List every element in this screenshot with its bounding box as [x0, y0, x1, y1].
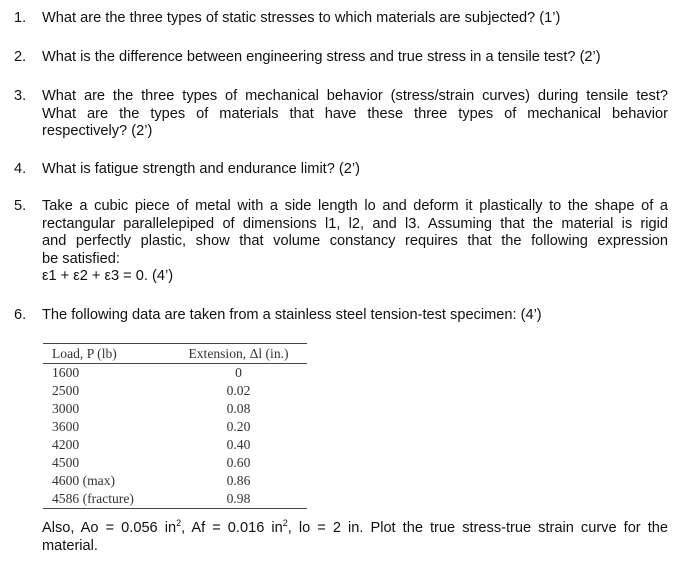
- question-line: What are the three types of mechanical behavior (stress/strain curves) during tensile test?: [42, 88, 668, 104]
- table-row: [43, 436, 307, 454]
- question-text: [42, 49, 668, 67]
- extension-cell: 0.08: [226, 401, 251, 417]
- question-text: [42, 198, 668, 286]
- question-line: Take a cubic piece of metal with a side length lo and deform it plastically to the shape of a: [42, 198, 668, 214]
- data-note-line-1: [42, 520, 668, 538]
- question-text: [42, 161, 668, 179]
- load-cell: 4586 (fracture): [43, 490, 170, 509]
- table-row: [43, 382, 307, 400]
- question-number: 2.: [14, 49, 27, 65]
- question-number: 1.: [14, 10, 27, 26]
- table-row: [43, 418, 307, 436]
- question-line: What is the difference between engineering stress and true stress in a tensile test? (2’): [42, 49, 601, 65]
- load-cell: 4200: [52, 437, 80, 453]
- question-number: 5.: [14, 198, 27, 214]
- table-row: [43, 454, 307, 472]
- load-cell: 3000: [52, 401, 80, 417]
- extension-cell: 0.86: [226, 473, 251, 489]
- data-note-text: [42, 520, 668, 555]
- strain-equation: ε1 + ε2 + ε3 = 0. (4’): [42, 268, 174, 284]
- question-line: What are the three types of static stresses to which materials are subjected? (1’): [42, 10, 561, 26]
- load-cell: 3600: [52, 419, 80, 435]
- column-header-load: Load, P (lb): [43, 344, 170, 364]
- question-line: The following data are taken from a stainless steel tension-test specimen: (4’): [42, 307, 542, 323]
- load-cell: 4500: [52, 455, 80, 471]
- question-line: be satisfied:: [42, 250, 120, 267]
- table-row: [43, 490, 307, 509]
- area-final-text: , Af = 0.016 in: [181, 520, 283, 536]
- question-line: What is fatigue strength and endurance limit? (2’): [42, 161, 360, 177]
- extension-cell: 0.02: [226, 383, 251, 399]
- question-text: [42, 10, 668, 28]
- question-text: [42, 307, 668, 325]
- question-number: 4.: [14, 161, 27, 177]
- question-number: 3.: [14, 88, 27, 104]
- area-original-text: Also, Ao = 0.056 in: [42, 520, 177, 536]
- table-row: [43, 364, 307, 383]
- load-cell: 2500: [52, 383, 80, 399]
- extension-cell: 0.40: [226, 437, 251, 453]
- extension-cell: 0.98: [170, 490, 307, 509]
- question-number: 6.: [14, 307, 27, 323]
- extension-cell: 0.60: [226, 455, 251, 471]
- load-cell: 1600: [52, 365, 80, 381]
- question-line: What are the types of materials that have these three types of mechanical behavior: [42, 105, 668, 122]
- exponent: 2: [282, 518, 288, 529]
- extension-cell: 0.20: [226, 419, 251, 435]
- table-row: [43, 472, 307, 490]
- table-header-row: [43, 344, 307, 364]
- question-line: rectangular parallelepiped of dimensions l1, l2, and l3. Assuming that the material is rigid: [42, 215, 668, 232]
- length-instruction-text: , lo = 2 in. Plot the true stress-true strain curve for the: [287, 520, 669, 536]
- exponent: 2: [176, 518, 182, 529]
- question-line: and perfectly plastic, show that volume constancy requires that the following expression: [42, 233, 668, 249]
- column-header-extension: Extension, Δl (in.): [170, 344, 307, 364]
- table-row: [43, 400, 307, 418]
- data-note-line-2: material.: [42, 537, 98, 554]
- tension-test-table: [43, 343, 307, 509]
- question-text: [42, 88, 668, 141]
- question-line: respectively? (2’): [42, 123, 153, 139]
- load-cell: 4600 (max): [52, 473, 116, 489]
- extension-cell: 0: [235, 365, 242, 381]
